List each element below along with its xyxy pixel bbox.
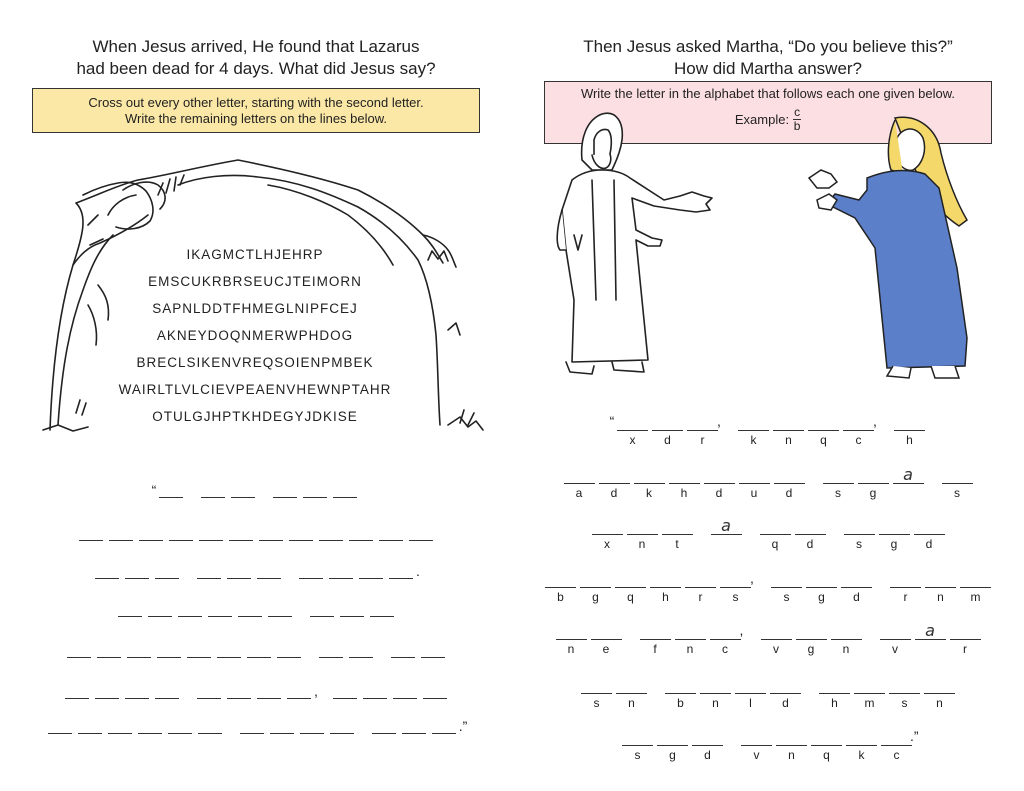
jesus-illustration (552, 100, 722, 385)
cipher-cell[interactable] (893, 466, 924, 484)
example-label: Example: (734, 111, 790, 127)
example-fraction (793, 106, 801, 133)
answer-blank[interactable] (617, 413, 648, 431)
cipher-cell[interactable] (808, 413, 839, 449)
answer-blank[interactable] (564, 466, 595, 484)
cipher-cell[interactable] (675, 622, 706, 658)
answer-blank[interactable] (720, 570, 751, 588)
cipher-cell[interactable] (925, 570, 956, 606)
clue-letter: n (628, 696, 635, 710)
clue-letter: c (722, 642, 728, 656)
clue-letter: s (954, 486, 960, 500)
cipher-cell[interactable] (580, 570, 611, 606)
cipher-cell[interactable] (773, 413, 804, 449)
clue-letter: s (634, 748, 641, 762)
cipher-cell[interactable] (652, 413, 683, 449)
puzzle-line: BRECLSIKENVREQSOIENPMBEK (136, 355, 374, 370)
clue-letter: u (750, 486, 758, 500)
cipher-cell[interactable] (831, 622, 862, 658)
answer-blank[interactable] (890, 570, 921, 588)
cipher-row[interactable] (512, 622, 1024, 658)
answer-blank[interactable] (761, 622, 792, 640)
cipher-cell[interactable] (627, 517, 658, 553)
cipher-cell[interactable] (650, 570, 681, 606)
right-question-line-1: Then Jesus asked Martha, “Do you believe this?” (583, 37, 953, 56)
answer-blank[interactable] (545, 570, 576, 588)
cipher-cell[interactable] (858, 466, 889, 502)
answer-blank[interactable] (650, 570, 681, 588)
cipher-cell[interactable] (894, 413, 925, 449)
right-question (512, 36, 1024, 80)
answer-blank[interactable] (831, 622, 862, 640)
answer-blank[interactable] (846, 728, 877, 746)
cipher-cell[interactable] (770, 676, 801, 712)
cipher-cell[interactable] (711, 517, 742, 535)
clue-letter: d (715, 486, 723, 500)
answer-blank[interactable] (704, 466, 735, 484)
answer-blank[interactable] (808, 413, 839, 431)
answer-blank[interactable] (675, 622, 706, 640)
cipher-cell[interactable] (960, 570, 991, 606)
cipher-cell[interactable] (634, 466, 665, 502)
cipher-cell[interactable] (735, 676, 766, 712)
answer-blank[interactable] (924, 676, 955, 694)
clue-letter: d (610, 486, 618, 500)
cipher-cell[interactable] (685, 570, 716, 606)
cipher-cell[interactable] (924, 676, 955, 712)
answer-blank[interactable] (580, 570, 611, 588)
answer-blank[interactable] (662, 517, 693, 535)
cipher-cell[interactable] (889, 676, 920, 712)
clue-letter: b (557, 590, 564, 604)
clue-letter: v (753, 748, 760, 762)
cipher-cell[interactable] (890, 570, 921, 606)
clue-letter: n (686, 642, 694, 656)
clue-letter: e (602, 642, 610, 656)
clue-letter: t (675, 537, 679, 551)
cipher-cell[interactable] (761, 622, 792, 658)
period: . (416, 563, 420, 579)
answer-blank[interactable] (739, 466, 770, 484)
comma: , (314, 683, 318, 699)
clue-letter: d (782, 696, 789, 710)
cipher-cell[interactable] (704, 466, 735, 502)
cipher-cell[interactable] (738, 413, 769, 449)
left-instruction-box (32, 88, 480, 133)
answer-blank[interactable] (687, 413, 718, 431)
cipher-cell[interactable] (556, 622, 587, 658)
cipher-cell[interactable] (760, 517, 791, 553)
cipher-cell[interactable] (665, 676, 696, 712)
answer-blank[interactable] (556, 622, 587, 640)
clue-letter: g (818, 590, 825, 604)
cipher-cell[interactable] (622, 728, 653, 764)
close-quote: .” (910, 728, 919, 744)
cipher-cell[interactable] (854, 676, 885, 712)
clue-letter: l (749, 696, 752, 710)
cipher-cell[interactable] (950, 622, 981, 658)
right-page (512, 0, 1024, 791)
cipher-row[interactable] (512, 517, 1024, 553)
answer-blank[interactable] (692, 728, 723, 746)
answer-blank[interactable] (914, 517, 945, 535)
comma: , (873, 413, 877, 429)
cipher-cell[interactable] (823, 466, 854, 502)
left-instruction-line-2: Write the remaining letters on the lines below. (124, 111, 388, 126)
clue-letter: r (903, 590, 908, 604)
clue-letter: r (700, 433, 705, 447)
cipher-cell[interactable] (846, 728, 877, 764)
answer-blank[interactable] (823, 466, 854, 484)
cipher-cell[interactable] (914, 517, 945, 553)
answer-blank[interactable] (806, 570, 837, 588)
cipher-cell[interactable] (700, 676, 731, 712)
answer-blank[interactable] (880, 622, 911, 640)
puzzle-line: AKNEYDOQNMERWPHDOG (156, 328, 354, 343)
answer-blank[interactable] (879, 517, 910, 535)
clue-letter: n (638, 537, 646, 551)
answer-blank[interactable] (615, 570, 646, 588)
clue-letter: s (835, 486, 841, 500)
answer-blank[interactable] (700, 676, 731, 694)
cipher-cell[interactable] (657, 728, 688, 764)
answer-blank[interactable] (844, 517, 875, 535)
clue-letter: k (858, 748, 865, 762)
clue-letter: g (592, 590, 599, 604)
answer-blank[interactable] (735, 676, 766, 694)
letter-puzzle (90, 245, 420, 434)
open-quote: “ (609, 413, 615, 429)
answer-blank[interactable] (591, 622, 622, 640)
cipher-cell[interactable] (615, 570, 646, 606)
left-question (0, 36, 512, 80)
clue-letter: q (820, 433, 827, 447)
answer-blank[interactable] (819, 676, 850, 694)
clue-letter: s (593, 696, 600, 710)
answer-blank[interactable] (771, 570, 802, 588)
clue-letter: n (785, 433, 792, 447)
clue-letter: h (906, 433, 913, 447)
cipher-row[interactable] (512, 676, 1024, 712)
answer-blank[interactable] (657, 728, 688, 746)
answer-line-5[interactable] (0, 642, 512, 658)
cipher-cell[interactable] (844, 517, 875, 553)
cipher-cell[interactable] (881, 728, 912, 764)
answer-blank[interactable] (773, 413, 804, 431)
answer-line-1[interactable] (0, 482, 512, 498)
cipher-cell[interactable] (687, 413, 718, 449)
answer-line-2[interactable] (0, 525, 512, 541)
answer-blank[interactable] (634, 466, 665, 484)
cipher-cell[interactable] (669, 466, 700, 502)
clue-letter: x (604, 537, 610, 551)
answer-blank[interactable] (665, 676, 696, 694)
answer-blank[interactable] (796, 622, 827, 640)
clue-letter: r (963, 642, 967, 656)
close-quote: .” (458, 718, 468, 734)
right-instruction: Write the letter in the alphabet that follows each one given below. (580, 86, 956, 101)
clue-letter: c (855, 433, 862, 447)
cipher-cell[interactable] (776, 728, 807, 764)
answer-blank[interactable]: a (893, 466, 924, 484)
clue-letter: n (937, 590, 944, 604)
cipher-cell[interactable] (843, 413, 874, 449)
answer-blank[interactable] (795, 517, 826, 535)
clue-letter: k (646, 486, 652, 500)
clue-letter: n (712, 696, 719, 710)
cipher-cell[interactable] (662, 517, 693, 553)
answer-blank[interactable] (627, 517, 658, 535)
cipher-cell[interactable] (879, 517, 910, 553)
cipher-cell[interactable] (806, 570, 837, 606)
clue-letter: n (567, 642, 575, 656)
clue-letter: g (869, 486, 877, 500)
clue-letter: n (842, 642, 850, 656)
cipher-cell[interactable] (592, 517, 623, 553)
comma: , (739, 622, 744, 638)
clue-letter: f (653, 642, 657, 656)
clue-letter: v (892, 642, 898, 656)
clue-letter: n (936, 696, 943, 710)
answer-blank[interactable] (640, 622, 671, 640)
cipher-row[interactable] (512, 413, 1024, 449)
cipher-cell[interactable] (581, 676, 612, 712)
cipher-cell[interactable] (880, 622, 911, 658)
cipher-cell[interactable] (617, 413, 648, 449)
cipher-cell[interactable] (710, 622, 741, 658)
clue-letter: d (853, 590, 860, 604)
clue-letter: r (698, 590, 703, 604)
cipher-cell[interactable] (720, 570, 751, 606)
clue-letter: d (806, 537, 814, 551)
answer-blank[interactable] (616, 676, 647, 694)
clue-letter: b (677, 696, 684, 710)
answer-blank[interactable] (581, 676, 612, 694)
right-question-line-2: How did Martha answer? (673, 59, 863, 78)
clue-letter: h (680, 486, 688, 500)
answer-blank[interactable] (843, 413, 874, 431)
answer-blank[interactable] (942, 466, 973, 484)
clue-letter: m (864, 696, 875, 710)
clue-letter: g (669, 748, 676, 762)
answer-blank[interactable] (622, 728, 653, 746)
answer-blank[interactable] (894, 413, 925, 431)
clue-letter: h (831, 696, 838, 710)
cipher-cell[interactable] (599, 466, 630, 502)
puzzle-line: WAIRLTLVLCIEVPEAENVHEWNPTAHR (118, 382, 392, 397)
answer-blank[interactable] (854, 676, 885, 694)
clue-letter: d (704, 748, 711, 762)
cipher-cell[interactable] (774, 466, 805, 502)
open-quote: “ (151, 482, 157, 498)
answer-blank[interactable]: a (915, 622, 946, 640)
left-instruction-line-1: Cross out every other letter, starting with the second letter. (88, 95, 424, 110)
answer-blank[interactable] (592, 517, 623, 535)
clue-letter: d (664, 433, 671, 447)
cipher-cell[interactable] (591, 622, 622, 658)
cipher-cell[interactable] (741, 728, 772, 764)
clue-letter: m (970, 590, 981, 604)
clue-letter: q (823, 748, 830, 762)
answer-line-7[interactable] (0, 718, 512, 734)
cipher-cell[interactable] (545, 570, 576, 606)
clue-letter: s (732, 590, 739, 604)
cipher-cell[interactable] (796, 622, 827, 658)
answer-line-4[interactable] (0, 601, 512, 617)
answer-blank[interactable] (770, 676, 801, 694)
answer-blank[interactable] (774, 466, 805, 484)
comma: , (717, 413, 721, 429)
clue-letter: s (901, 696, 908, 710)
answer-line-3[interactable] (0, 563, 512, 579)
answer-line-6[interactable] (0, 683, 512, 699)
clue-letter: x (629, 433, 636, 447)
answer-blank[interactable] (776, 728, 807, 746)
cipher-cell[interactable] (564, 466, 595, 502)
answer-blank[interactable] (841, 570, 872, 588)
cipher-cell[interactable] (616, 676, 647, 712)
cipher-row[interactable] (512, 728, 1024, 764)
answer-blank[interactable] (710, 622, 741, 640)
puzzle-line: SAPNLDDTFHMEGLNIPFCEJ (152, 301, 358, 316)
answer-blank[interactable] (685, 570, 716, 588)
clue-letter: g (890, 537, 898, 551)
clue-letter: q (771, 537, 779, 551)
cipher-cell[interactable] (841, 570, 872, 606)
answer-blank[interactable] (950, 622, 981, 640)
cipher-cell[interactable] (640, 622, 671, 658)
example-clue: b (793, 119, 801, 133)
clue-letter: g (807, 642, 815, 656)
example-answer: c (794, 105, 801, 119)
answer-blank[interactable] (881, 728, 912, 746)
answer-blank[interactable] (889, 676, 920, 694)
clue-letter: k (750, 433, 757, 447)
clue-letter: c (893, 748, 900, 762)
answer-blank[interactable] (858, 466, 889, 484)
left-question-line-1: When Jesus arrived, He found that Lazarus (92, 37, 420, 56)
clue-letter: v (773, 642, 779, 656)
cipher-row[interactable] (512, 466, 1024, 502)
clue-letter: s (856, 537, 862, 551)
cipher-cell[interactable] (915, 622, 946, 640)
cipher-cell[interactable] (739, 466, 770, 502)
clue-letter: s (783, 590, 790, 604)
cipher-row[interactable] (512, 570, 1024, 606)
clue-letter: d (785, 486, 793, 500)
clue-letter: a (575, 486, 583, 500)
cipher-cell[interactable] (811, 728, 842, 764)
answer-blank[interactable] (738, 413, 769, 431)
answer-blank[interactable] (599, 466, 630, 484)
comma: , (750, 570, 754, 586)
answer-blank[interactable] (741, 728, 772, 746)
clue-letter: h (662, 590, 669, 604)
cipher-cell[interactable] (795, 517, 826, 553)
answer-blank[interactable] (960, 570, 991, 588)
example (735, 106, 801, 133)
puzzle-line: IKAGMCTLHJEHRP (186, 247, 324, 262)
cipher-cell[interactable] (692, 728, 723, 764)
answer-blank[interactable] (652, 413, 683, 431)
answer-blank[interactable] (669, 466, 700, 484)
puzzle-line: OTULGJHPTKHDEGYJDKISE (152, 409, 358, 424)
martha-illustration (807, 108, 977, 388)
cipher-cell[interactable] (819, 676, 850, 712)
answer-blank[interactable] (760, 517, 791, 535)
clue-letter: d (925, 537, 933, 551)
cipher-cell[interactable] (771, 570, 802, 606)
puzzle-line: EMSCUKRBRSEUCJTEIMORN (148, 274, 362, 289)
clue-letter: n (788, 748, 795, 762)
answer-blank[interactable]: a (711, 517, 742, 535)
cipher-cell[interactable] (942, 466, 973, 502)
answer-blank[interactable] (811, 728, 842, 746)
left-question-line-2: had been dead for 4 days. What did Jesus say? (76, 59, 436, 78)
answer-blank[interactable] (925, 570, 956, 588)
clue-letter: q (627, 590, 634, 604)
